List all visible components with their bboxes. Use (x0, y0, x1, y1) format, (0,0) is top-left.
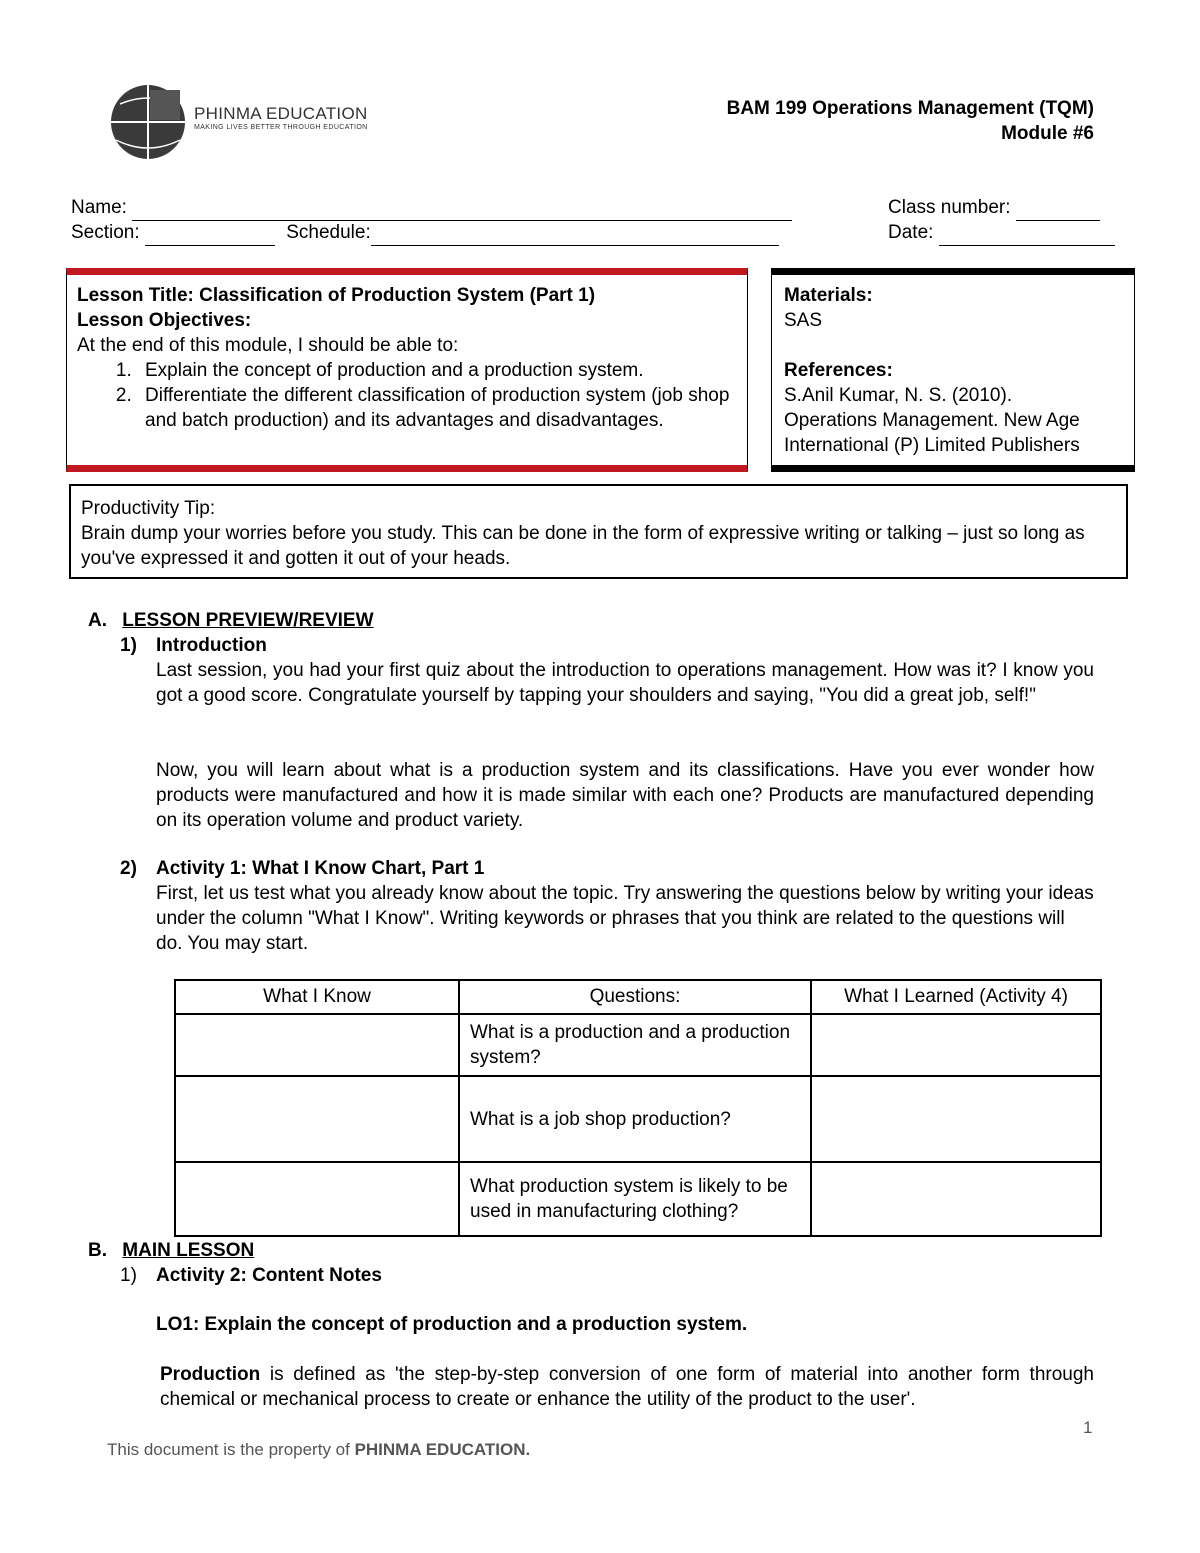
lo1-heading: LO1: Explain the concept of production and a production system. (156, 1314, 748, 1335)
date-field[interactable] (939, 220, 1115, 246)
what-i-learned-cell[interactable] (811, 1076, 1101, 1162)
question-cell: What is a production and a production system? (459, 1014, 811, 1076)
activity1-number: 2) (120, 858, 137, 879)
table-row (175, 1014, 1101, 1076)
footer-owner: PHINMA EDUCATION. (354, 1440, 531, 1459)
intro-number: 1) (120, 635, 137, 656)
schedule-label: Schedule: (286, 222, 371, 243)
intro-paragraph-2: Now, you will learn about what is a production system and its classifications. Have you ever wonder how products were manufactured and how it is made similar with each one? Products are manufactured depending on its operation volume and product variety. (156, 760, 1094, 831)
objectives-label: Lesson Objectives: (77, 310, 252, 331)
objectives-intro: At the end of this module, I should be able to: (77, 335, 459, 356)
class-number-label: Class number: (888, 197, 1011, 218)
tip-text: Brain dump your worries before you study. This can be done in the form of expressive writing or talking – just so long as you've expressed it and gotten it out of your heads. (81, 523, 1085, 569)
section-label: Section: (71, 222, 140, 243)
section-b-title: MAIN LESSON (122, 1240, 255, 1261)
course-heading (727, 96, 1094, 146)
objectives-list (77, 358, 737, 433)
materials-box (771, 268, 1135, 472)
tip-label: Productivity Tip: (81, 498, 216, 519)
what-i-know-cell[interactable] (175, 1076, 459, 1162)
section-field[interactable] (145, 220, 275, 246)
what-i-know-cell[interactable] (175, 1014, 459, 1076)
class-number-row (888, 195, 1100, 221)
footer-note (107, 1440, 530, 1460)
page-number: 1 (1083, 1418, 1093, 1437)
course-title: BAM 199 Operations Management (TQM) (726, 98, 1094, 119)
section-a-letter: A. (88, 610, 107, 631)
table-row (175, 1162, 1101, 1236)
date-row (888, 220, 1115, 246)
question-cell: What production system is likely to be used in manufacturing clothing? (459, 1162, 811, 1236)
production-term: Production (160, 1364, 261, 1385)
lesson-title: Lesson Title: Classification of Production System (Part 1) (77, 285, 596, 306)
productivity-tip-box (69, 484, 1128, 579)
logo-globe-icon (108, 82, 190, 162)
objective-item: 2. Differentiate the different classification of production system (job shop and batch production) and its advantages and disadvantages. (137, 383, 737, 433)
intro-paragraph-1: Last session, you had your first quiz about the introduction to operations management. How was it? I know you got a good score. Congratulate yourself by tapping your shoulders and saying, "You did a great job, self!" (156, 660, 1094, 706)
reference-line: International (P) Limited Publishers (784, 435, 1080, 456)
schedule-field[interactable] (371, 220, 779, 246)
section-a-title: LESSON PREVIEW/REVIEW (122, 610, 374, 631)
section-row (71, 220, 779, 246)
objective-item: 1. Explain the concept of production and a production system. (137, 358, 737, 383)
what-i-learned-cell[interactable] (811, 1014, 1101, 1076)
intro-title: Introduction (156, 635, 267, 656)
column-header: What I Learned (Activity 4) (811, 980, 1101, 1014)
column-header: What I Know (175, 980, 459, 1014)
production-definition-text: is defined as 'the step-by-step conversion of one form of material into another form through chemical or mechanical process to create or enhance the utility of the product to the user'. (160, 1364, 1094, 1410)
what-i-know-chart (174, 979, 1102, 1237)
name-label: Name: (71, 197, 127, 218)
name-row (71, 195, 792, 221)
activity2-number: 1) (120, 1265, 137, 1286)
what-i-know-cell[interactable] (175, 1162, 459, 1236)
table-header-row (175, 980, 1101, 1014)
lesson-box (66, 268, 748, 472)
name-field[interactable] (132, 195, 792, 221)
activity1-instructions: First, let us test what you already know about the topic. Try answering the questions below by writing your ideas under the column "What I Know". Writing keywords or phrases that you think are related to the questions will do. You may start. (156, 883, 1094, 954)
materials-label: Materials: (784, 285, 873, 306)
footer-text: This document is the property of (107, 1440, 355, 1459)
references-label: References: (784, 360, 893, 381)
logo-name: PHINMA EDUCATION (194, 104, 368, 123)
production-definition (160, 1362, 1094, 1412)
reference-line: Operations Management. New Age (784, 410, 1080, 431)
question-cell: What is a job shop production? (459, 1076, 811, 1162)
section-b-letter: B. (88, 1240, 107, 1261)
reference-line: S.Anil Kumar, N. S. (2010). (784, 385, 1013, 406)
section-b-heading (88, 1238, 254, 1263)
logo-tagline: MAKING LIVES BETTER THROUGH EDUCATION (194, 124, 368, 131)
column-header: Questions: (459, 980, 811, 1014)
section-a-heading (88, 608, 374, 633)
what-i-learned-cell[interactable] (811, 1162, 1101, 1236)
activity1-title: Activity 1: What I Know Chart, Part 1 (156, 858, 485, 879)
date-label: Date: (888, 222, 934, 243)
class-number-field[interactable] (1016, 195, 1100, 221)
module-number: Module #6 (1001, 123, 1094, 144)
materials-value: SAS (784, 310, 823, 331)
activity2-title: Activity 2: Content Notes (156, 1265, 382, 1286)
table-row (175, 1076, 1101, 1162)
